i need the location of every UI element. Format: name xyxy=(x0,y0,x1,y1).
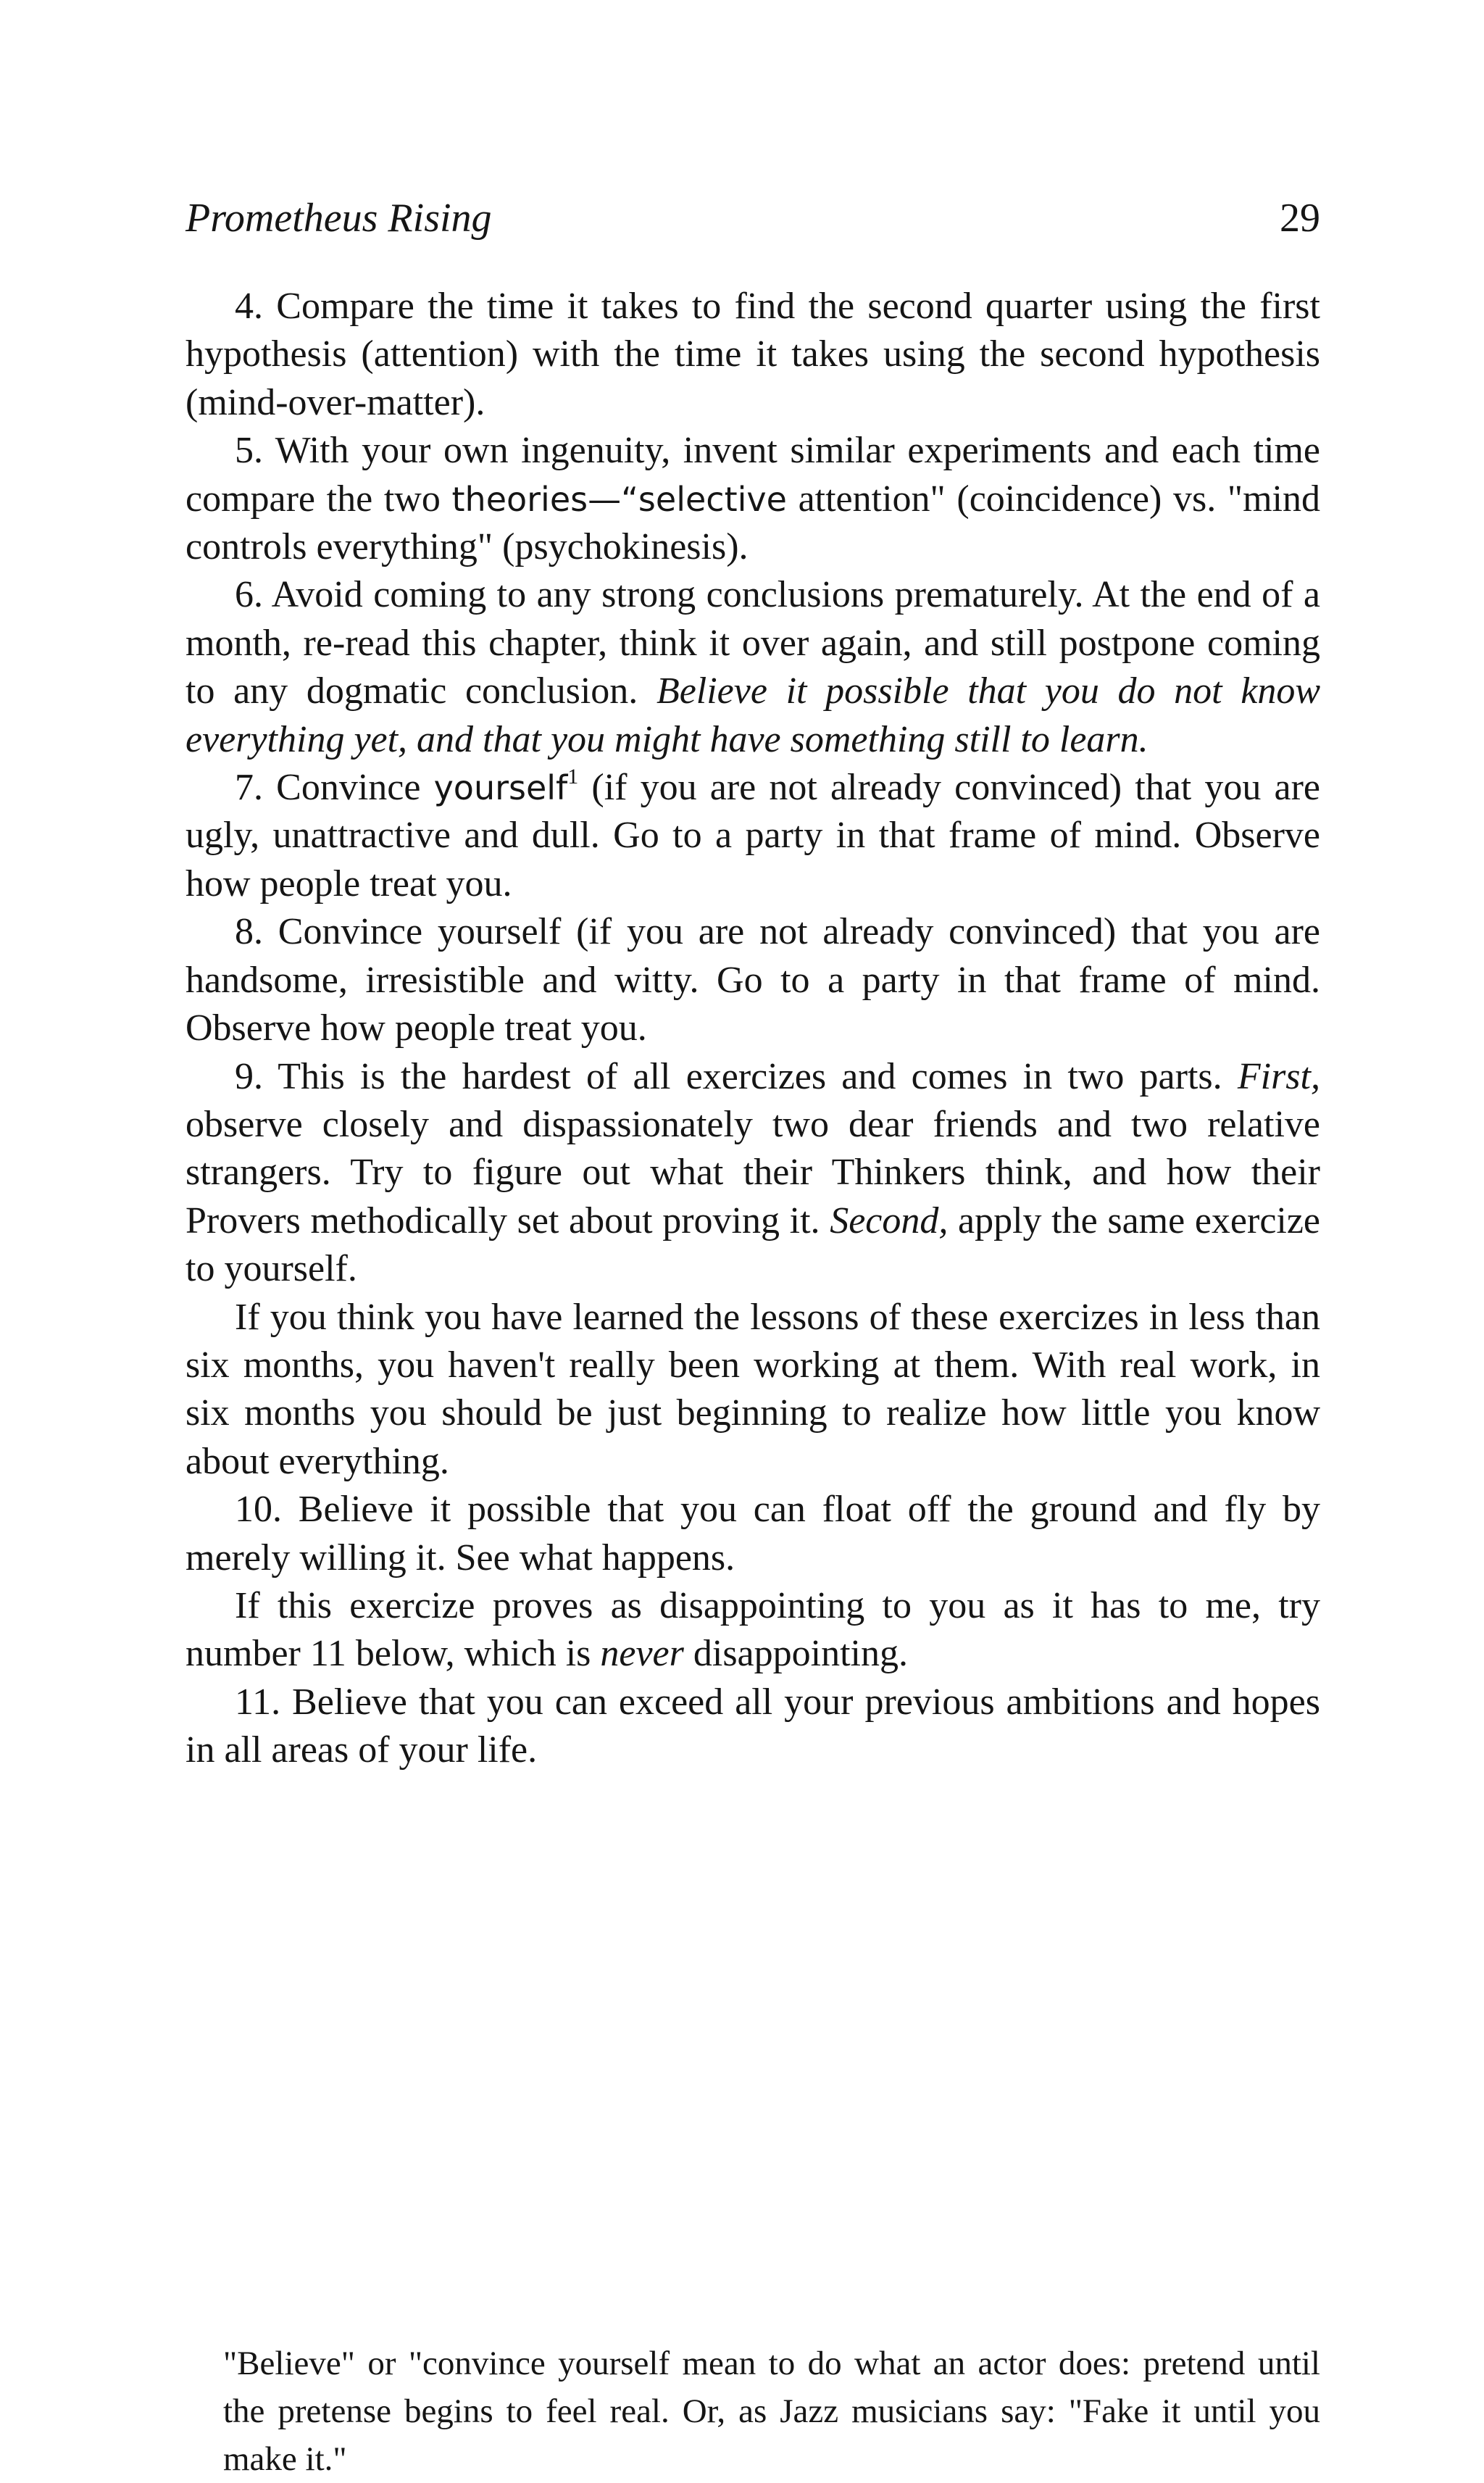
exercise-7-text-a: 7. Convince xyxy=(235,767,434,809)
exercise-5 xyxy=(186,427,1320,571)
exercise-10-commentary-text-a: If this exercize proves as disappointing to you as it has to me, try number 11 below, which is xyxy=(186,1584,1320,1675)
exercise-9 xyxy=(186,1053,1320,1294)
exercise-9-text-b: observe closely and dispassionately two dear friends and two relative strangers. Try to figure out what their Thinkers think, and how their Provers methodically set about proving it. xyxy=(186,1103,1320,1242)
exercise-4: 4. Compare the time it takes to find the second quarter using the first hypothesis (attention) with the time it takes using the second hypothesis (mind-over-matter). xyxy=(186,286,1320,423)
exercise-10-commentary-text-b: disappointing. xyxy=(683,1633,908,1675)
footnote-marker: 1 xyxy=(567,764,579,789)
exercise-7-sans-text: yourself xyxy=(433,768,568,808)
exercise-9-text-a: 9. This is the hardest of all exercizes and comes in two parts. xyxy=(235,1055,1238,1097)
exercise-10: 10. Believe it possible that you can float off the ground and fly by merely willing it. See what happens. xyxy=(186,1489,1320,1579)
page-number: 29 xyxy=(1280,196,1320,241)
exercise-6 xyxy=(186,571,1320,764)
exercise-7-text-c: (if you are not already convinced) that you are ugly, unattractive and dull. Go to a party in that frame of mind. Observe how people treat you. xyxy=(186,767,1320,904)
footnote-text: "Believe" or "convince yourself mean to do what an actor does: pretend until the pretense begins to feel real. Or, as Jazz musicians say: "Fake it until you make it." xyxy=(223,2345,1320,2478)
exercise-9-first-label: First, xyxy=(1237,1055,1320,1097)
exercise-9-text-c: apply the same exercize to yourself. xyxy=(186,1199,1321,1290)
book-page xyxy=(186,194,1320,1775)
footnote xyxy=(223,2339,1320,2483)
exercise-6-italic-text: Believe it possible that you do not know everything yet, and that you might have something still to learn. xyxy=(186,670,1320,760)
exercise-11: 11. Believe that you can exceed all your previous ambitions and hopes in all areas of your life. xyxy=(186,1681,1320,1771)
body-text xyxy=(186,283,1320,1775)
running-title: Prometheus Rising xyxy=(186,196,492,241)
running-header xyxy=(186,194,1320,252)
exercise-7 xyxy=(186,764,1320,908)
exercise-5-text-c: attention" (coincidence) vs. "mind controls everything" (psychokinesis). xyxy=(186,478,1320,568)
never-italic: never xyxy=(600,1633,684,1675)
exercise-5-text-a: 5. With your own ingenuity, invent similar experiments and each time compare the two xyxy=(186,430,1320,520)
exercise-9-commentary: If you think you have learned the lessons of these exercizes in less than six months, you haven't really been working at them. With real work, in six months you should be just beginning to realize how little you know about everything. xyxy=(186,1296,1320,1482)
exercise-10-commentary xyxy=(186,1582,1320,1679)
exercise-5-sans-text: theories—“selective xyxy=(451,479,787,519)
exercise-9-second-label: Second, xyxy=(830,1199,949,1242)
exercise-6-text: 6. Avoid coming to any strong conclusions prematurely. At the end of a month, re-read this chapter, think it over again, and still postpone coming to any dogmatic conclusion. xyxy=(186,574,1320,712)
exercise-8: 8. Convince yourself (if you are not already convinced) that you are handsome, irresistible and witty. Go to a party in that frame of mind. Observe how people treat you. xyxy=(186,911,1320,1049)
